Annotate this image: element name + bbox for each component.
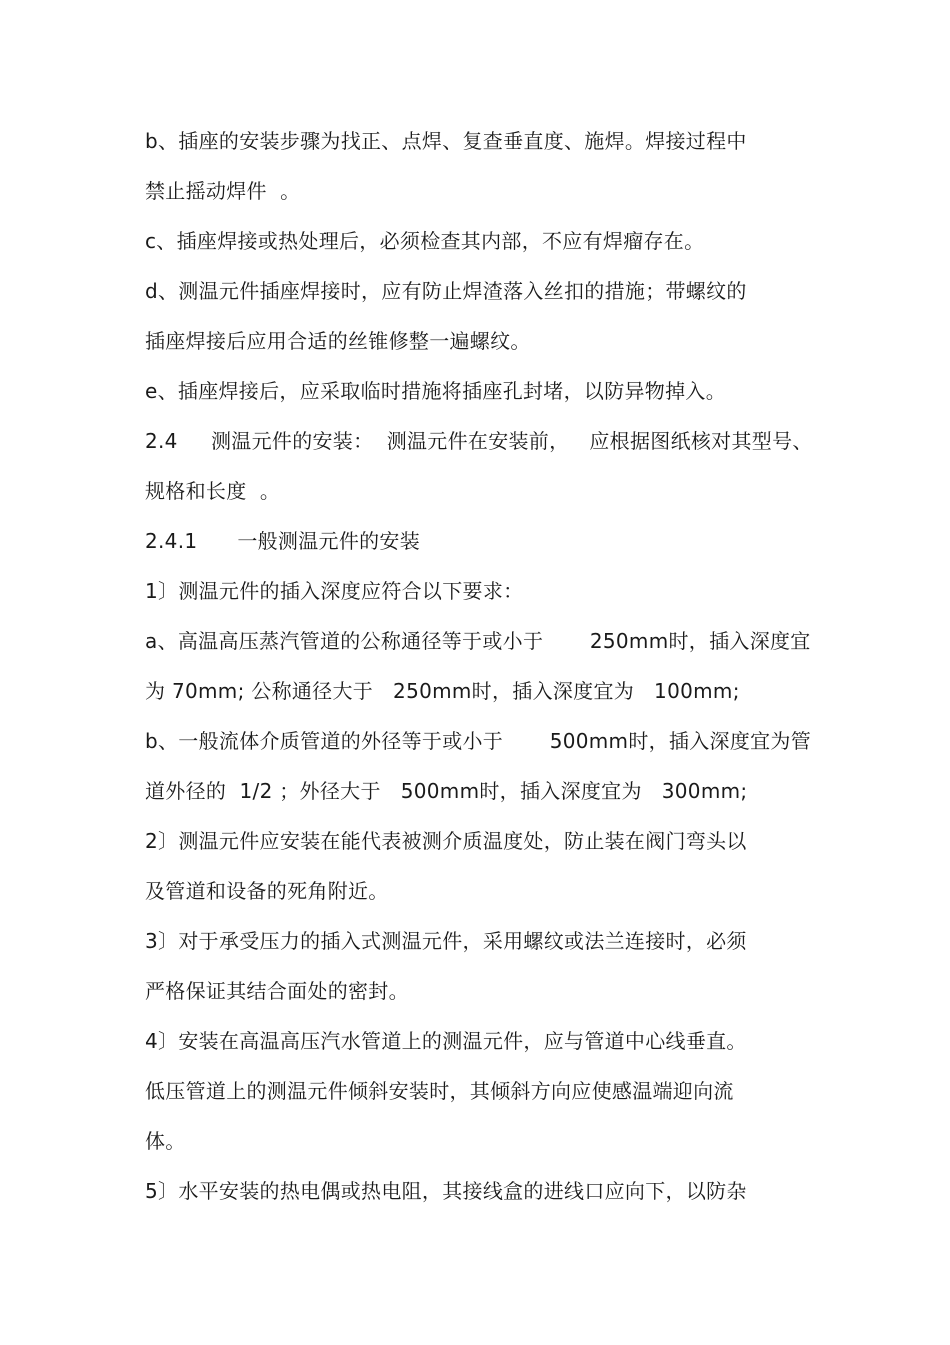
text-line: 规格和长度 。 bbox=[145, 479, 281, 503]
text-line: 低压管道上的测温元件倾斜安装时，其倾斜方向应使感温端迎向流 bbox=[145, 1079, 734, 1103]
text-line: 插座焊接后应用合适的丝锥修整一遍螺纹。 bbox=[145, 329, 531, 353]
text-line: 禁止摇动焊件 。 bbox=[145, 179, 301, 203]
text-line: d、测温元件插座焊接时，应有防止焊渣落入丝扣的措施；带螺纹的 bbox=[145, 279, 747, 303]
text-line: 严格保证其结合面处的密封。 bbox=[145, 979, 409, 1003]
text-line: 为 70mm; 公称通径大于 250mm时，插入深度宜为 100mm; bbox=[145, 679, 740, 703]
text-line: 道外径的 1/2 ；外径大于 500mm时，插入深度宜为 300mm; bbox=[145, 779, 748, 803]
section-heading-2-4: 2.4 测温元件的安装： 测温元件在安装前， 应根据图纸核对其型号、 bbox=[145, 429, 813, 453]
text-line: b、一般流体介质管道的外径等于或小于 500mm时，插入深度宜为管 bbox=[145, 729, 812, 753]
text-line: 5〕水平安装的热电偶或热电阻，其接线盒的进线口应向下，以防杂 bbox=[145, 1179, 747, 1203]
text-line: 3〕对于承受压力的插入式测温元件，采用螺纹或法兰连接时，必须 bbox=[145, 929, 747, 953]
text-line: 1〕测温元件的插入深度应符合以下要求： bbox=[145, 579, 524, 603]
text-line: a、高温高压蒸汽管道的公称通径等于或小于 250mm时，插入深度宜 bbox=[145, 629, 811, 653]
section-heading-2-4-1: 2.4.1 一般测温元件的安装 bbox=[145, 529, 421, 553]
text-line: c、插座焊接或热处理后，必须检查其内部，不应有焊瘤存在。 bbox=[145, 229, 705, 253]
text-line: 及管道和设备的死角附近。 bbox=[145, 879, 389, 903]
text-line: e、插座焊接后，应采取临时措施将插座孔封堵，以防异物掉入。 bbox=[145, 379, 727, 403]
text-line: 体。 bbox=[145, 1129, 186, 1153]
text-line: 2〕测温元件应安装在能代表被测介质温度处，防止装在阀门弯头以 bbox=[145, 829, 747, 853]
text-line: b、插座的安装步骤为找正、点焊、复查垂直度、施焊。焊接过程中 bbox=[145, 129, 747, 153]
text-line: 4〕安装在高温高压汽水管道上的测温元件，应与管道中心线垂直。 bbox=[145, 1029, 747, 1053]
